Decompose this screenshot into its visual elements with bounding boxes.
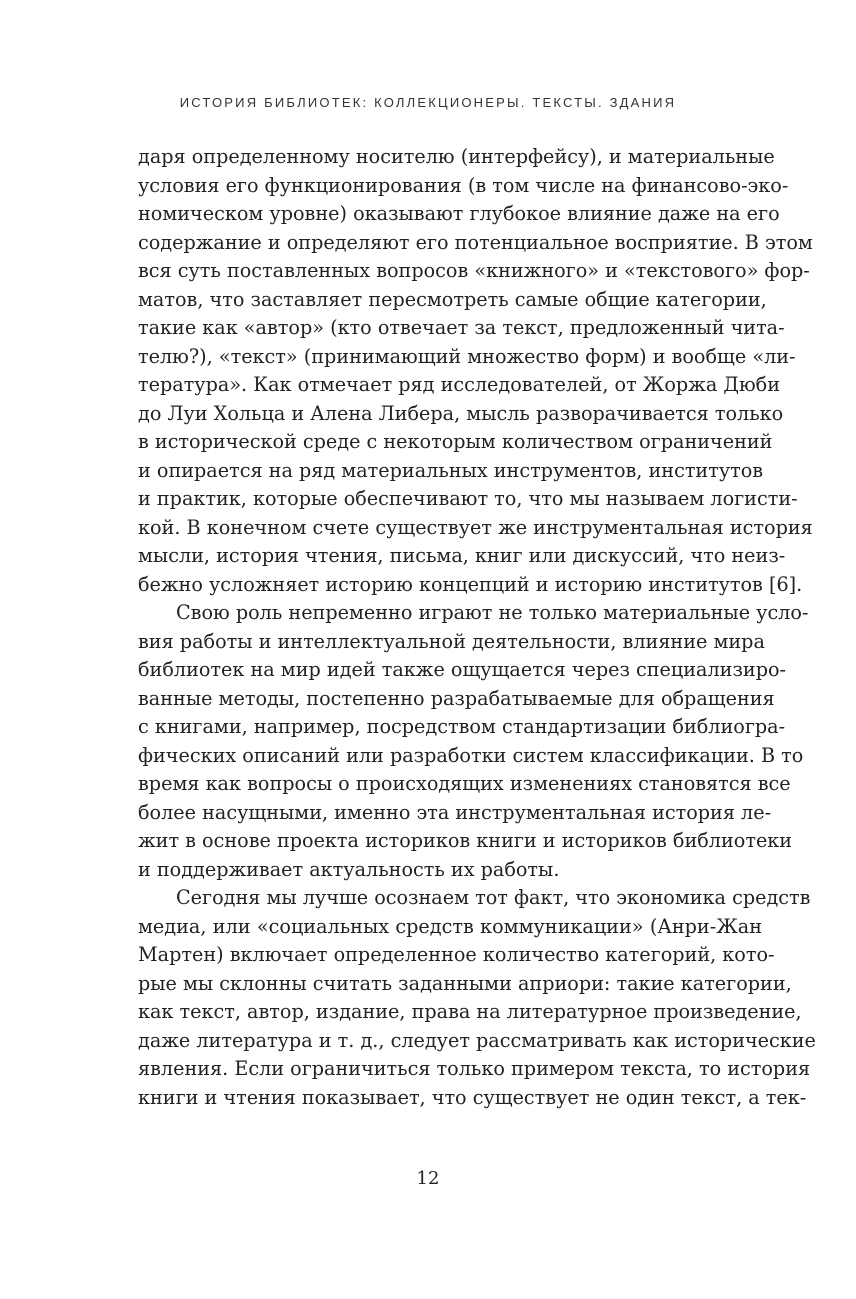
text-line: даря определенному носителю (интерфейсу), и материальные xyxy=(138,145,775,168)
body-text xyxy=(138,143,816,1112)
text-line: номическом уровне) оказывают глубокое влияние даже на его xyxy=(138,202,780,225)
text-line: в исторической среде с некоторым количеством ограничений xyxy=(138,430,773,453)
text-line: тература». Как отмечает ряд исследователей, от Жоржа Дюби xyxy=(138,373,781,396)
text-line: ванные методы, постепенно разрабатываемые для обращения xyxy=(138,686,775,710)
text-line: время как вопросы о происходящих изменениях становятся все xyxy=(138,772,791,795)
text-line: и практик, которые обеспечивают то, что мы называем логисти- xyxy=(138,487,798,510)
text-line: более насущными, именно эта инструментальная история ле- xyxy=(138,800,772,824)
text-line: кой. В конечном счете существует же инструментальная история xyxy=(138,515,813,539)
text-line: телю?), «текст» (принимающий множество форм) и вообще «ли- xyxy=(138,344,796,368)
text-line: библиотек на мир идей также ощущается через специализиро- xyxy=(138,658,787,681)
text-line: жит в основе проекта историков книги и историков библиотеки xyxy=(138,829,793,852)
text-line: до Луи Хольца и Алена Либера, мысль разворачивается только xyxy=(138,401,784,425)
text-line: с книгами, например, посредством стандартизации библиогра- xyxy=(138,715,786,738)
text-line: такие как «автор» (кто отвечает за текст, предложенный чита- xyxy=(138,316,785,339)
text-line: Мартен) включает определенное количество категорий, кото- xyxy=(138,943,775,966)
text-line: книги и чтения показывает, что существует не один текст, а тек- xyxy=(138,1085,807,1109)
text-line: мысли, история чтения, письма, книг или дискуссий, что неиз- xyxy=(138,544,786,567)
running-head-title: ИСТОРИЯ БИБЛИОТЕК: КОЛЛЕКЦИОНЕРЫ. ТЕКСТЫ. ЗДАНИЯ xyxy=(179,95,677,110)
text-line: условия его функционирования (в том числе на финансово-эко- xyxy=(138,173,789,197)
text-line: явления. Если ограничиться только примером текста, то история xyxy=(138,1057,811,1080)
text-line: бежно усложняет историю концепций и историю институтов [6]. xyxy=(138,572,803,596)
text-line: вия работы и интеллектуальной деятельности, влияние мира xyxy=(138,629,765,653)
paragraph-first-line: Сегодня мы лучше осознаем тот факт, что экономика средств xyxy=(176,886,811,909)
text-line: фических описаний или разработки систем классификации. В то xyxy=(138,743,804,767)
page-number: 12 xyxy=(416,1168,440,1189)
paragraph-first-line: Свою роль непременно играют не только материальные усло- xyxy=(176,601,809,624)
text-line: содержание и определяют его потенциальное восприятие. В этом xyxy=(138,230,813,254)
text-line: даже литература и т. д., следует рассматривать как исторические xyxy=(138,1028,816,1052)
text-line: рые мы склонны считать заданными априори: такие категории, xyxy=(138,971,792,995)
text-line: и опирается на ряд материальных инструментов, институтов xyxy=(138,458,764,482)
text-line: и поддерживает актуальность их работы. xyxy=(138,857,560,881)
text-line: как текст, автор, издание, права на литературное произведение, xyxy=(138,1000,802,1023)
text-line: вся суть поставленных вопросов «книжного» и «текстового» фор- xyxy=(138,259,810,282)
text-line: медиа, или «социальных средств коммуникации» (Анри-Жан xyxy=(138,914,762,938)
text-line: матов, что заставляет пересмотреть самые общие категории, xyxy=(138,287,767,311)
